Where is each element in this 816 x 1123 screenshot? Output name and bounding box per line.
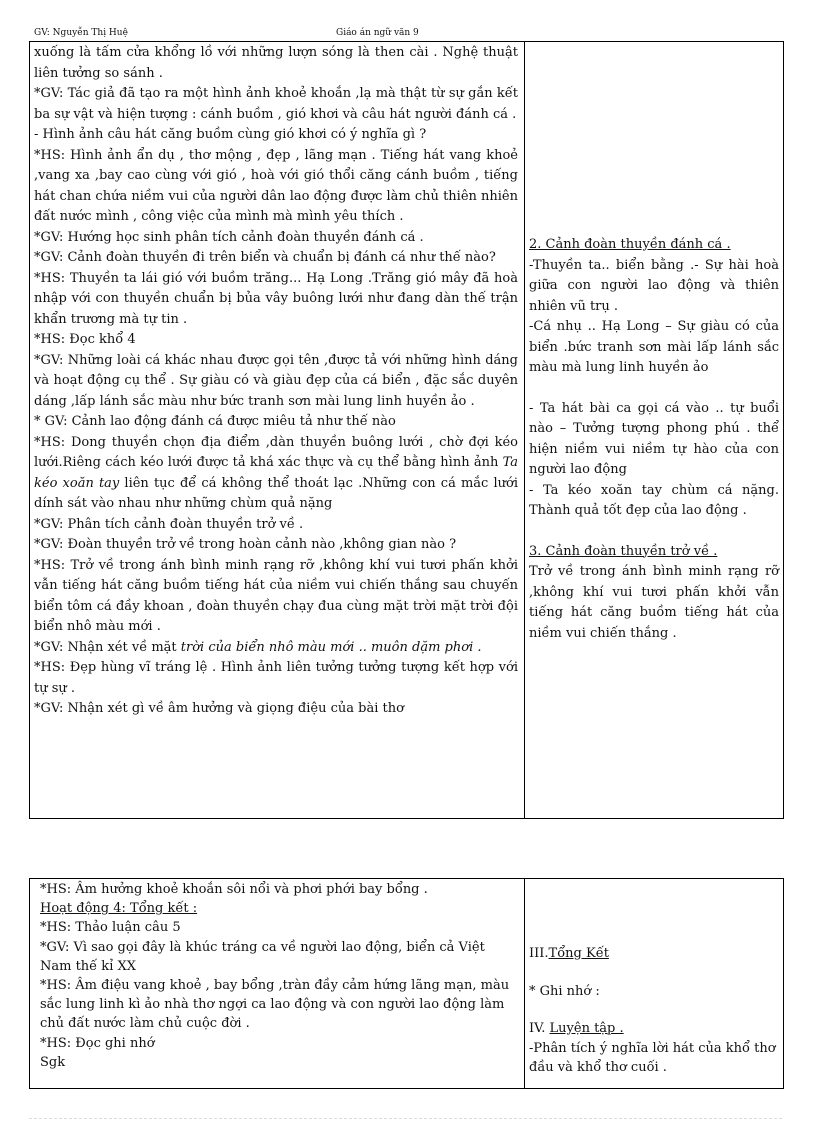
paragraph: *HS: Thuyền ta lái gió với buồm trăng... Hạ Long .Trăng gió mây đã hoà nhập với con thuyền chuẩn bị bủa vây buông lưới như đang dàn thế trận khẩn trương mà tự tin . [34,270,518,327]
paragraph: *GV: Phân tích cảnh đoàn thuyền trở về . [34,516,304,532]
spacer [529,522,779,542]
page-header [34,28,782,40]
text-run: *GV: Nhận xét về mặt [34,639,177,655]
paragraph: Sgk [40,1054,66,1070]
activities-column [40,880,518,1072]
paragraph [34,433,518,515]
quote-italic: Ta kéo xoăn tay [34,455,518,491]
page-bottom-rule [29,1118,782,1119]
spacer [529,379,779,399]
paragraph [34,638,518,659]
paragraph: -Phân tích ý nghĩa lời hát của khổ thơ đầu và khổ thơ cuối . [529,1040,776,1075]
spacer [529,1001,779,1019]
text-run: liên tục để cá không thể thoát lạc .Những con cá mắc lưới dính sát vào nhau như những chùm quả nặng [34,475,518,511]
column-divider [524,42,525,818]
paragraph: *GV: Vì sao gọi đây là khúc tráng ca về người lao động, biển cả Việt Nam thế kỉ XX [40,939,485,974]
section-number: III. [529,946,549,961]
activity-heading: Hoạt động 4: Tổng kết : [40,901,198,917]
paragraph: *HS: Đọc ghi nhớ [40,1035,155,1051]
quote-italic: trời của biển nhô màu mới .. muôn dặm phơi . [180,639,482,655]
paragraph: *HS: Âm điệu vang khoẻ , bay bổng ,tràn đầy cảm hứng lãng mạn, màu sắc lung linh kì ảo nhà thơ ngợi ca lao động và con người lao động làm chủ đất nước làm chủ cuộc đời . [40,978,510,1032]
section-number: IV. [529,1021,546,1036]
paragraph: * Ghi nhớ : [529,983,600,999]
section-title: Luyện tập . [549,1021,624,1036]
paragraph: *GV: Những loài cá khác nhau được gọi tên ,được tả với những hình dáng và hoạt động cụ thể . Sự giàu có và giàu đẹp của cá biển , đặc sắc duyên dáng ,lấp lánh sắc màu như bức tranh sơn mài lung linh huyền ảo . [34,352,518,409]
paragraph: *HS: Hình ảnh ẩn dụ , thơ mộng , đẹp , lãng mạn . Tiếng hát vang khoẻ ,vang xa ,bay cao cùng với gió , hoà với gió thổi căng cánh buồm , tiếng hát chan chứa niềm vui của người dân lao động được làm chủ thiên nhiên đất nước mình , công việc của mình mà mình yêu thích . [34,147,518,224]
paragraph: *GV: Nhận xét gì về âm hưởng và giọng điệu của bài thơ [34,701,404,716]
lesson-table-1 [29,41,784,819]
paragraph: *GV: Tác giả đã tạo ra một hình ảnh khoẻ khoắn ,lạ mà thật từ sự gắn kết ba sự vật và hiện tượng : cánh buồm , gió khơi và câu hát người đánh cá . [34,86,518,122]
paragraph: *GV: Đoàn thuyền trở về trong hoàn cảnh nào ,không gian nào ? [34,537,457,552]
paragraph: *HS: Âm hưởng khoẻ khoắn sôi nổi và phơi phới bay bổng . [40,882,428,897]
section-heading [529,944,779,964]
spacer [529,964,779,982]
paragraph: *GV: Cảnh đoàn thuyền đi trên biển và chuẩn bị đánh cá như thế nào? [34,250,496,265]
teacher-name: GV: Nguyễn Thị Huệ [34,28,128,38]
paragraph: Trở về trong ánh bình minh rạng rỡ ,không khí vui tươi phấn khởi vẫn tiếng hát căng buồm tiếng hát của niềm vui chiến thắng . [529,564,779,641]
column-divider [524,879,525,1088]
section-heading: 3. Cảnh đoàn thuyền trở về . [529,543,718,559]
activities-column [34,43,518,720]
lesson-table-2 [29,878,784,1089]
paragraph: *HS: Đẹp hùng vĩ tráng lệ . Hình ảnh liên tưởng tưởng tượng kết hợp với tự sự . [34,660,518,696]
paragraph: - Hình ảnh câu hát căng buồm cùng gió khơi có ý nghĩa gì ? [34,127,427,142]
paragraph: *HS: Thảo luận câu 5 [40,920,181,936]
paragraph: -Cá nhụ .. Hạ Long – Sự giàu có của biển .bức tranh sơn mài lấp lánh sắc màu mà lung linh huyền ảo [529,319,779,375]
paragraph: * GV: Cảnh lao động đánh cá được miêu tả như thế nào [34,414,396,429]
paragraph: - Ta kéo xoăn tay chùm cá nặng. Thành quả tốt đẹp của lao động . [529,482,779,518]
paragraph: *HS: Đọc khổ 4 [34,332,136,347]
subject-title: Giáo án ngữ văn 9 [336,28,419,38]
paragraph: *HS: Trở về trong ánh bình minh rạng rỡ ,không khí vui tươi phấn khởi vẫn tiếng hát căng buồm tiếng hát của niềm vui chiến thắng sau chuyến biển tôm cá đầy khoan , đoàn thuyền chạy đua cùng mặt trời mặt trời đội biển nhô màu mới . [34,557,518,634]
paragraph: *GV: Hướng học sinh phân tích cảnh đoàn thuyền đánh cá . [34,229,424,245]
section-heading [529,1019,779,1039]
text-run: *HS: Dong thuyền chọn địa điểm ,dàn thuyền buông lưới , chờ đợi kéo lưới.Riêng cách kéo lưới được tả khá xác thực và cụ thể bằng hình ảnh [34,434,518,470]
paragraph: -Thuyền ta.. biển bằng .- Sự hài hoà giữa con người lao động và thiên nhiên vũ trụ . [529,257,779,314]
paragraph: - Ta hát bài ca gọi cá vào .. tự buổi nào – Tưởng tượng phong phú . thể hiện niềm vui niềm tự hào của con người lao động [529,400,779,477]
content-column [529,944,779,1078]
content-column [529,235,779,644]
paragraph: xuống là tấm cửa khổng lồ với những lượn sóng là then cài . Nghệ thuật liên tưởng so sánh . [34,45,518,81]
section-title: Tổng Kết [548,946,609,961]
section-heading: 2. Cảnh đoàn thuyền đánh cá . [529,237,731,252]
